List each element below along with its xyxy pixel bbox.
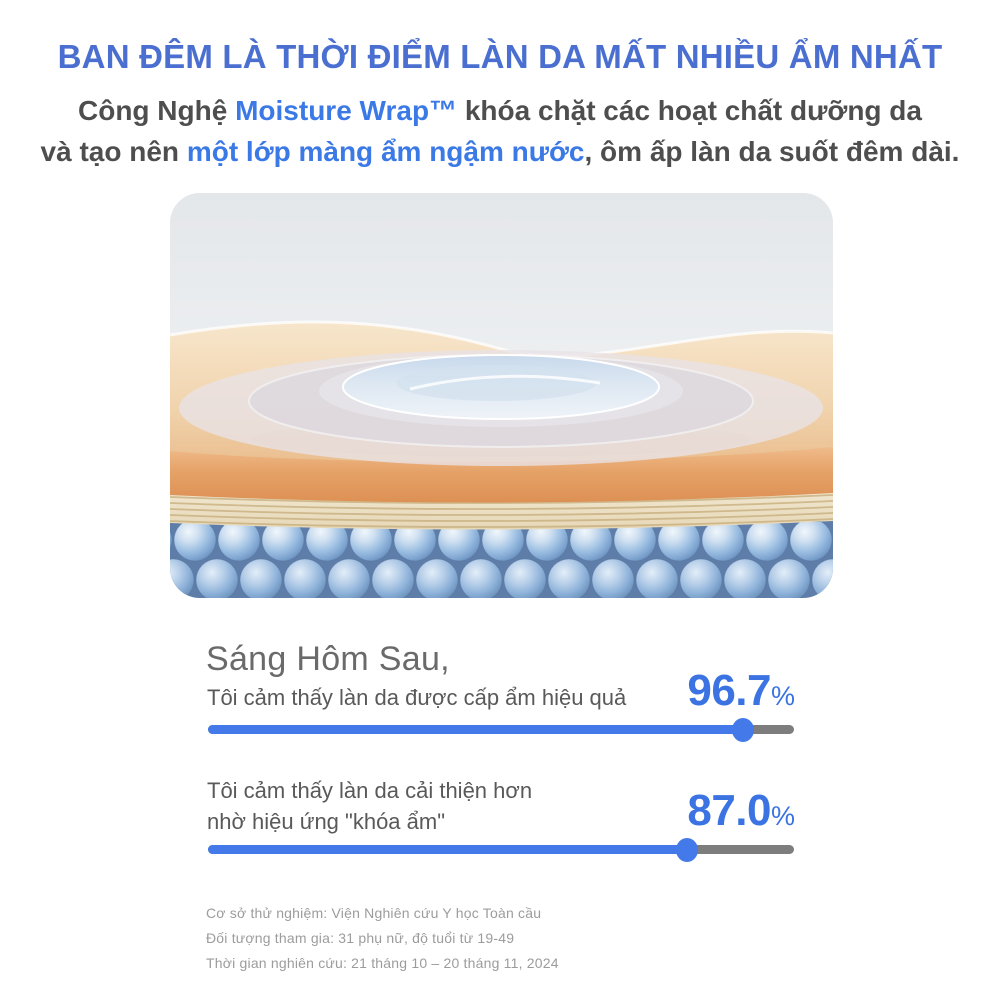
subtitle-line2-highlight: một lớp màng ẩm ngậm nước (186, 136, 585, 167)
gel-moisture-wrap (179, 350, 823, 466)
subtitle-line1-highlight: Moisture Wrap™ (235, 95, 458, 126)
stat-value-unit: % (770, 801, 795, 831)
stat-label (207, 682, 677, 713)
stat-label-text: Tôi cảm thấy làn da cải thiện hơn (207, 778, 533, 803)
skin-layers-svg (170, 193, 833, 598)
footnote-line: Thời gian nghiên cứu: 21 tháng 10 – 20 tháng 11, 2024 (206, 955, 559, 971)
subtitle-line2-pre: và tạo nên (40, 136, 187, 167)
progress-bar-fill (208, 845, 687, 854)
stat-value (687, 666, 795, 716)
progress-bar-fill (208, 725, 743, 734)
progress-bar (208, 725, 794, 734)
skin-moisture-illustration (170, 193, 833, 598)
subtitle-line2-post: , ôm ấp làn da suốt đêm dài. (584, 136, 960, 167)
stat-value-unit: % (770, 681, 795, 711)
subtitle-line1-pre: Công Nghệ (78, 95, 236, 126)
subtitle-line1-post: khóa chặt các hoạt chất dưỡng da (457, 95, 922, 126)
study-footnotes (206, 901, 559, 976)
stat-label (207, 775, 677, 837)
subtitle (0, 90, 1000, 172)
footnote-line: Cơ sở thử nghiệm: Viện Nghiên cứu Y học Toàn cầu (206, 905, 542, 921)
progress-knob (732, 718, 754, 742)
stat-value-number: 87.0 (687, 786, 771, 835)
footnote-line: Đối tượng tham gia: 31 phụ nữ, độ tuổi từ 19-49 (206, 930, 515, 946)
stat-value (687, 786, 795, 836)
progress-knob (676, 838, 698, 862)
stat-label-text: nhờ hiệu ứng "khóa ẩm" (207, 809, 446, 834)
stat-value-number: 96.7 (687, 666, 771, 715)
page-title: BAN ĐÊM LÀ THỜI ĐIỂM LÀN DA MẤT NHIỀU ẨM NHẤT (57, 38, 943, 75)
progress-bar (208, 845, 794, 854)
stats-heading: Sáng Hôm Sau, (206, 640, 450, 678)
stat-label-text: Tôi cảm thấy làn da được cấp ẩm hiệu quả (207, 685, 627, 710)
